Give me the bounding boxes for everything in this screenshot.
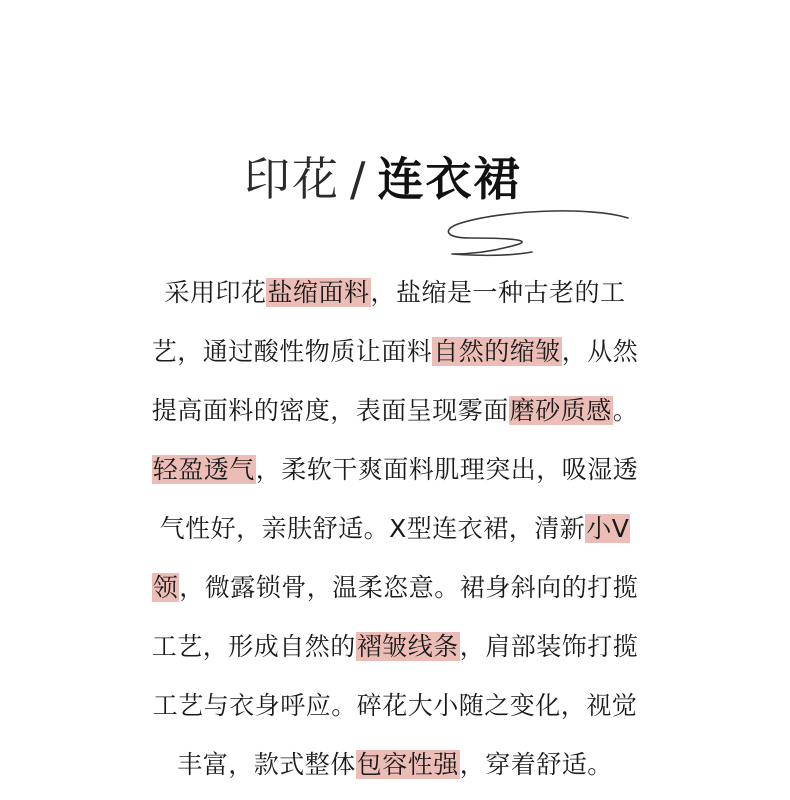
highlighted-phrase: 自然的缩皱 <box>433 337 561 366</box>
description-paragraph <box>130 263 660 794</box>
highlighted-phrase: 磨砂质感 <box>509 396 612 425</box>
text-segment: 提高面料的密度，表面呈现雾面 <box>151 396 509 425</box>
paragraph-line <box>130 381 660 440</box>
title-separator: / <box>350 152 368 206</box>
paragraph-line <box>130 440 660 499</box>
highlighted-phrase: 轻盈透气 <box>152 455 255 484</box>
title-block <box>0 148 790 218</box>
text-segment: ，盐缩是一种古老的工 <box>370 278 626 307</box>
text-segment: 采用印花 <box>164 278 267 307</box>
paragraph-line <box>130 558 660 617</box>
text-segment: 。 <box>612 396 639 425</box>
text-segment: ，穿着舒适。 <box>459 750 613 779</box>
highlighted-phrase: 领 <box>152 573 179 602</box>
title-part-print: 印花 <box>244 152 340 206</box>
paragraph-line <box>130 322 660 381</box>
highlighted-phrase: 褶皱线条 <box>356 632 459 661</box>
text-segment: 气性好，亲肤舒适。X型连衣裙，清新 <box>159 514 586 543</box>
text-segment: ，柔软干爽面料肌理突出，吸湿透 <box>255 455 639 484</box>
paragraph-line <box>130 676 660 735</box>
highlighted-phrase: 盐缩面料 <box>267 278 370 307</box>
paragraph-line <box>130 735 660 794</box>
paragraph-line <box>130 499 660 558</box>
text-segment: ，肩部装饰打揽 <box>459 632 639 661</box>
paragraph-line <box>130 263 660 322</box>
text-segment: ，微露锁骨，温柔恣意。裙身斜向的打揽 <box>179 573 639 602</box>
title-part-dress: 连衣裙 <box>377 152 522 206</box>
text-segment: 艺，通过酸性物质让面料 <box>151 337 433 366</box>
text-segment: 丰富，款式整体 <box>177 750 356 779</box>
text-segment: 工艺，形成自然的 <box>151 632 356 661</box>
text-segment: ，从然 <box>561 337 639 366</box>
highlighted-phrase: 小V <box>586 514 630 543</box>
highlighted-phrase: 包容性强 <box>356 750 459 779</box>
paragraph-line <box>130 617 660 676</box>
swoosh-decoration <box>440 196 640 266</box>
text-segment: 工艺与衣身呼应。碎花大小随之变化，视觉 <box>152 691 638 720</box>
